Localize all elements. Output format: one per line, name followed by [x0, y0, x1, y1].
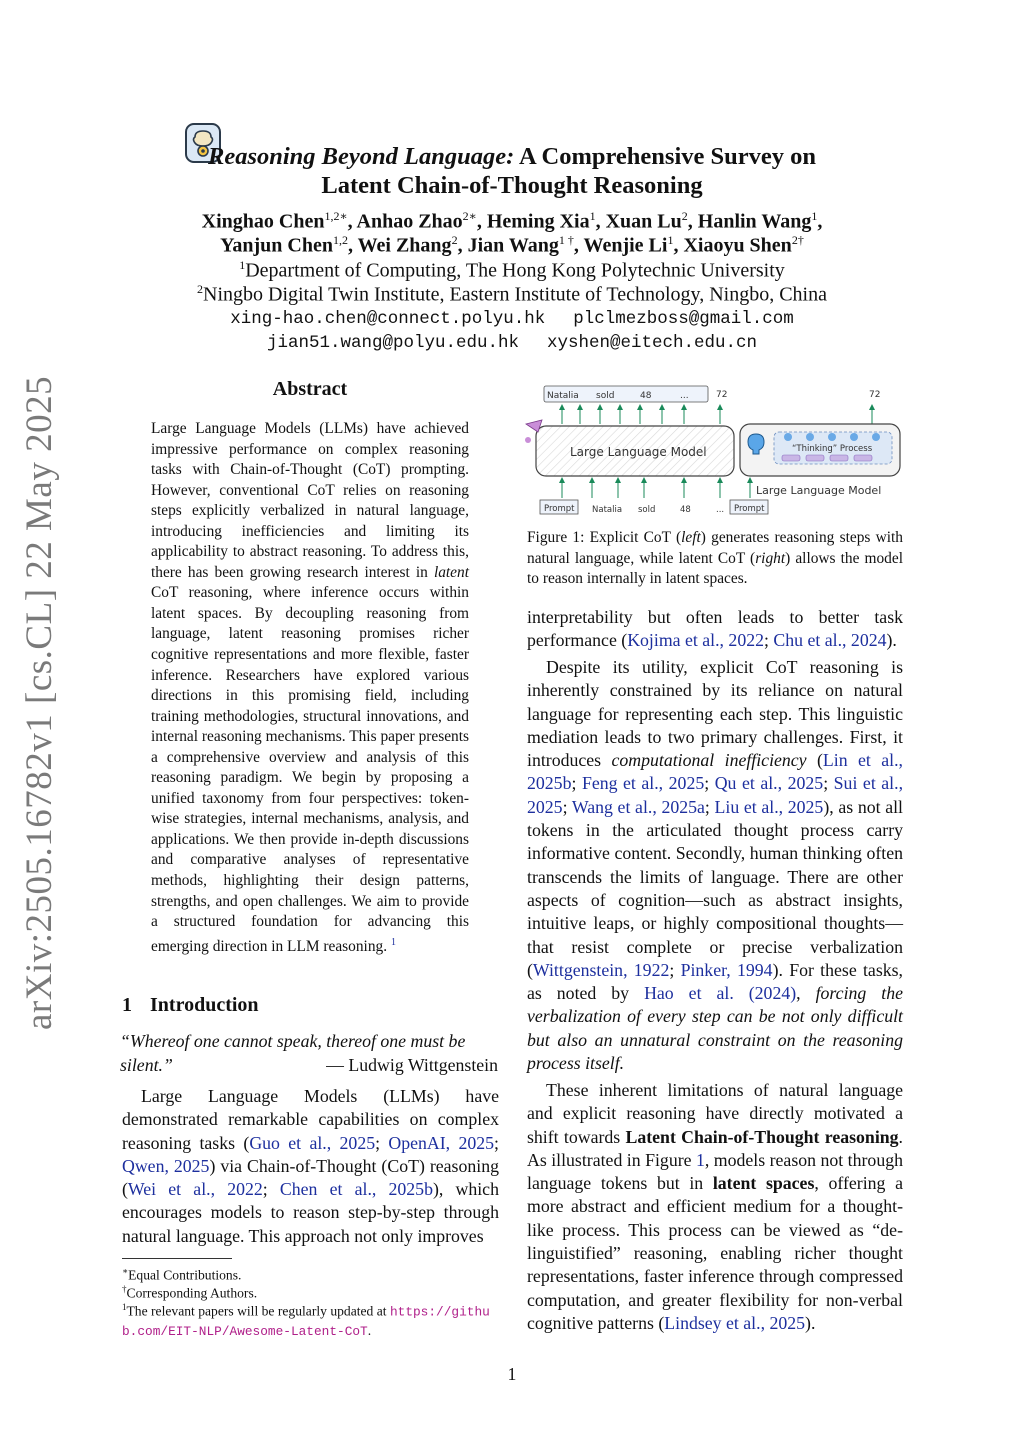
author-affil-mark: 1 †: [558, 233, 574, 247]
author-affil-mark: 2: [681, 209, 688, 223]
author-affil-mark: 1,2: [333, 233, 348, 247]
token-label: ...: [680, 391, 689, 401]
text: These inherent limitations of natural language and explicit reasoning have directly motivated a shift towards: [527, 1080, 903, 1147]
text: ) via Chain-of-Thought (CoT) reasoning (: [122, 1155, 499, 1200]
dot-icon: [525, 437, 531, 443]
affiliation-text: Ningbo Digital Twin Institute, Eastern Institute of Technology, Ningbo, China: [203, 283, 827, 306]
text: ), which encourages models to reason step-by-step through natural language. This approach not only improves: [122, 1179, 499, 1246]
token-label: ...: [716, 505, 725, 515]
title-italic-part: Reasoning Beyond Language:: [207, 143, 515, 170]
token-label: 48: [680, 505, 691, 515]
affiliation-mark: 2: [197, 282, 203, 296]
text: , offering a more abstract and efficient medium for a thought-like process. This process can be viewed as “de-linguistified” reasoning, enabling richer thought representations, faster inference through compressed computation, and greater flexibility for non-verbal cognitive patterns (: [527, 1173, 903, 1333]
text: Large Language Models (LLMs) have demonstrated remarkable capabilities on complex reasoning tasks (: [122, 1086, 499, 1153]
text: ).: [886, 630, 897, 651]
text: ;: [494, 1132, 499, 1153]
right-paragraph-3: [527, 1079, 903, 1335]
text: ). For these tasks, as noted by: [527, 959, 904, 1004]
figure-ref-link[interactable]: 1: [695, 1149, 705, 1170]
email[interactable]: xing-hao.chen@connect.polyu.hk: [230, 309, 546, 329]
affiliation-2: [0, 282, 1024, 307]
author-affil-mark: 1: [667, 233, 674, 247]
intro-paragraph: [122, 1085, 499, 1248]
text: Despite its utility, explicit CoT reasoning is inherently constrained by its reliance on natural language for representing each step. This linguistic mediation leads to two primary challenges. First, it introduces: [527, 657, 903, 771]
paper-title-line-1: [0, 143, 1024, 171]
author: Wenjie Li: [583, 234, 668, 257]
figure-1-diagram: [522, 380, 907, 520]
citation-link[interactable]: Wittgenstein, 1922: [532, 959, 670, 980]
arxiv-identifier-stamp: arXiv:2505.16782v1 [cs.CL] 22 May 2025: [19, 375, 60, 1030]
text: ;: [375, 1132, 389, 1153]
token-label: sold: [638, 505, 656, 515]
text: , models reason not through language tokens but in: [527, 1149, 903, 1194]
citation-link[interactable]: Hao et al. (2024): [644, 983, 797, 1004]
text: ;: [262, 1179, 280, 1200]
citation-link[interactable]: Liu et al., 2025: [714, 796, 824, 817]
footnote-text: Equal Contributions.: [128, 1267, 242, 1283]
footnote-mark: †: [122, 1284, 127, 1294]
citation-link[interactable]: Guo et al., 2025: [249, 1132, 376, 1153]
footnote-text: The relevant papers will be regularly updated at: [126, 1303, 390, 1319]
token-label: 48: [640, 391, 652, 401]
text: ), as not all tokens in the articulated thought process carry informative content. Secondly, human thinking often transcends the limits of language. There are other aspects of cognition—such as abstract insights, intuitive leaps, or highly compositional thoughts—that resist complete or precise verbalization (: [527, 796, 903, 980]
figure-1-caption: [527, 528, 903, 590]
author: Xiaoyu Shen: [683, 234, 792, 257]
email[interactable]: jian51.wang@polyu.edu.hk: [266, 333, 519, 353]
llm-label-left: Large Language Model: [570, 445, 707, 459]
text-bold: Latent Chain-of-Thought reasoning: [625, 1126, 899, 1147]
text: ;: [764, 630, 774, 651]
token-label: Natalia: [547, 391, 579, 401]
author-affil-mark: 2: [451, 233, 458, 247]
caption-text: ) generates reasoning steps with natural language, while latent CoT (: [527, 529, 903, 567]
email[interactable]: xyshen@eitech.edu.cn: [547, 333, 758, 353]
arrow-group-bottom: [562, 480, 750, 498]
affiliation-text: Department of Computing, The Hong Kong Polytechnic University: [245, 259, 785, 282]
author: Wei Zhang: [357, 234, 452, 257]
right-paragraph-2: Despite its utility, explicit CoT reasoning is inherently constrained by its reliance on natural language for representing each step. This linguistic mediation leads to two primary challenges. First, it introduces computational inefficiency (Lin et al., 2025b; Feng et al., 2025; Qu et al., 2025; Sui et al., 2025; Wang et al., 2025a; Liu et al., 2025), as not all tokens in the articulated thought process carry informative content. Secondly, human thinking often transcends the limits of language. There are other aspects of cognition—such as abstract insights, intuitive leaps, or highly compositional thoughts—that resist complete or precise verbalization (Wittgenstein, 1922; Pinker, 1994). For these tasks, as noted by Hao et al. (2024), forcing the verbalization of every step can be not only difficult but also an unnatural constraint on the reasoning process itself.: [527, 657, 904, 1074]
author-line-2: Yanjun Chen$^{1,2}$, Wei Zhang$^2$, Jian Wang$^{1 \dagger}$, Wenjie Li$^1$, Xiaoyu Shen$^{2\dagger}$: [220, 233, 804, 257]
epigraph-author: — Ludwig Wittgenstein: [326, 1055, 498, 1075]
author: Anhao Zhao: [356, 210, 463, 233]
title-regular-part: A Comprehensive Survey on: [514, 143, 817, 170]
text-italic: forcing the verbalization of every step can be not only difficult but also an unnatural constraint on the reasoning process itself.: [527, 983, 904, 1074]
text-italic: computational inefficiency: [611, 750, 807, 771]
page-number: 1: [507, 1364, 517, 1384]
epigraph-quote: “Whereof one cannot speak, thereof one must be silent.”: [120, 1031, 466, 1075]
token-label: Natalia: [592, 505, 623, 515]
caption-text-italic: left: [681, 529, 701, 546]
caption-text-italic: right: [755, 549, 786, 567]
footnote-repo-link: [122, 1298, 502, 1341]
abstract-text: CoT reasoning, where inference occurs within latent spaces. By decoupling reasoning from language, latent reasoning promises richer cognitive representations and more flexible, faster inference. Researchers have explored various directions in this promising field, including training methodologies, structural innovations, and internal reasoning mechanisms. This paper presents a comprehensive overview and analysis of this reasoning paradigm. We begin by proposing a unified taxonomy from four perspectives: token-wise strategies, internal mechanisms, analysis, and applications. We then provide in-depth discussions and comparative analyses of representative methods, highlighting their design patterns, strengths, and open challenges. We aim to provide a structured foundation for advancing this emerging direction in LLM reasoning.: [151, 584, 469, 955]
prompt-label: Prompt: [544, 504, 575, 514]
citation-link[interactable]: Wang et al., 2025a: [571, 796, 705, 817]
section-heading: [122, 994, 259, 1017]
citation-link[interactable]: Kojima et al., 2022: [627, 630, 764, 651]
author: Yanjun Chen: [220, 234, 333, 257]
output-label-left: 72: [716, 390, 728, 400]
abstract-heading: Abstract: [272, 378, 348, 400]
footnote-text: Corresponding Authors.: [126, 1285, 258, 1301]
right-paragraph-1: [527, 606, 903, 653]
prompt-label: Prompt: [734, 504, 765, 514]
citation-link[interactable]: Feng et al., 2025: [581, 773, 705, 794]
author-affil-mark: 2∗: [462, 209, 477, 223]
citation-link[interactable]: Pinker, 1994: [680, 959, 773, 980]
citation-link[interactable]: Qu et al., 2025: [714, 773, 824, 794]
footnote-divider: [122, 1258, 232, 1259]
author: Jian Wang: [467, 234, 559, 257]
repo-url-link[interactable]: https://github.com/EIT-NLP/Awesome-Latent-CoT: [122, 1304, 490, 1339]
citation-link[interactable]: Wei et al., 2022: [127, 1179, 263, 1200]
thinking-label: “Thinking” Process: [792, 444, 873, 454]
arrow-group-top: [562, 407, 872, 424]
author-affil-mark: 1,2∗: [324, 209, 348, 223]
text: (: [806, 750, 823, 771]
email-line-1: [0, 309, 1024, 329]
caption-text: Figure 1: Explicit CoT (: [527, 529, 682, 546]
author-affil-mark: 1: [589, 209, 596, 223]
email[interactable]: plclmezboss@gmail.com: [573, 309, 794, 329]
citation-link[interactable]: Qwen, 2025: [122, 1155, 210, 1176]
section-title: Introduction: [150, 994, 259, 1016]
text-bold: latent spaces: [712, 1173, 815, 1194]
author-affil-mark: 1: [811, 209, 818, 223]
citation-link[interactable]: Lin et al., 2025b: [527, 750, 903, 794]
email-line-2: [0, 333, 1024, 353]
abstract-body: [151, 419, 469, 957]
citation-link[interactable]: OpenAI, 2025: [388, 1132, 495, 1153]
citation-link[interactable]: Sui et al., 2025: [527, 773, 904, 817]
footnote-mark: ∗: [122, 1266, 129, 1276]
footnote-link[interactable]: 1: [390, 936, 396, 948]
author: Xuan Lu: [605, 210, 682, 233]
token-label: sold: [596, 391, 615, 401]
llm-label-right: Large Language Model: [756, 484, 882, 497]
author-affil-mark: 2†: [791, 233, 804, 247]
text: ,: [796, 983, 816, 1004]
affiliation-mark: 1: [239, 258, 246, 272]
citation-link[interactable]: Chu et al., 2024: [773, 630, 887, 651]
author: Heming Xia: [486, 210, 590, 233]
text: . As illustrated in Figure: [527, 1126, 903, 1170]
text: ).: [805, 1312, 816, 1333]
footnote-text: .: [367, 1322, 372, 1338]
abstract-text: Large Language Models (LLMs) have achieved impressive performance on complex reasoning tasks with Chain-of-Thought (CoT) prompting. However, conventional CoT relies on reasoning steps explicitly verbalized in natural language, introducing inefficiencies and limiting its applicability to abstract reasoning. To address this, there has been growing research interest in: [151, 420, 469, 581]
caption-text: ) allows the model to reason internally in latent spaces.: [527, 549, 903, 588]
affiliation-1: [0, 258, 1024, 283]
author: Xinghao Chen: [201, 210, 325, 233]
paper-title-line-2: Latent Chain-of-Thought Reasoning: [321, 172, 703, 199]
output-label-right: 72: [869, 390, 881, 400]
footnote-mark: 1: [122, 1302, 127, 1312]
section-number: 1: [122, 994, 132, 1016]
citation-link[interactable]: Chen et al., 2025b: [279, 1179, 433, 1200]
author: Hanlin Wang: [697, 210, 812, 233]
abstract-text-italic: latent: [433, 563, 469, 581]
citation-link[interactable]: Lindsey et al., 2025: [664, 1312, 806, 1333]
author-line-1: Xinghao Chen$^{1,2∗}$, Anhao Zhao$^{2∗}$, Heming Xia$^1$, Xuan Lu$^2$, Hanlin Wang$^1$,: [201, 209, 823, 233]
text: interpretability but often leads to better task performance (: [527, 607, 903, 651]
